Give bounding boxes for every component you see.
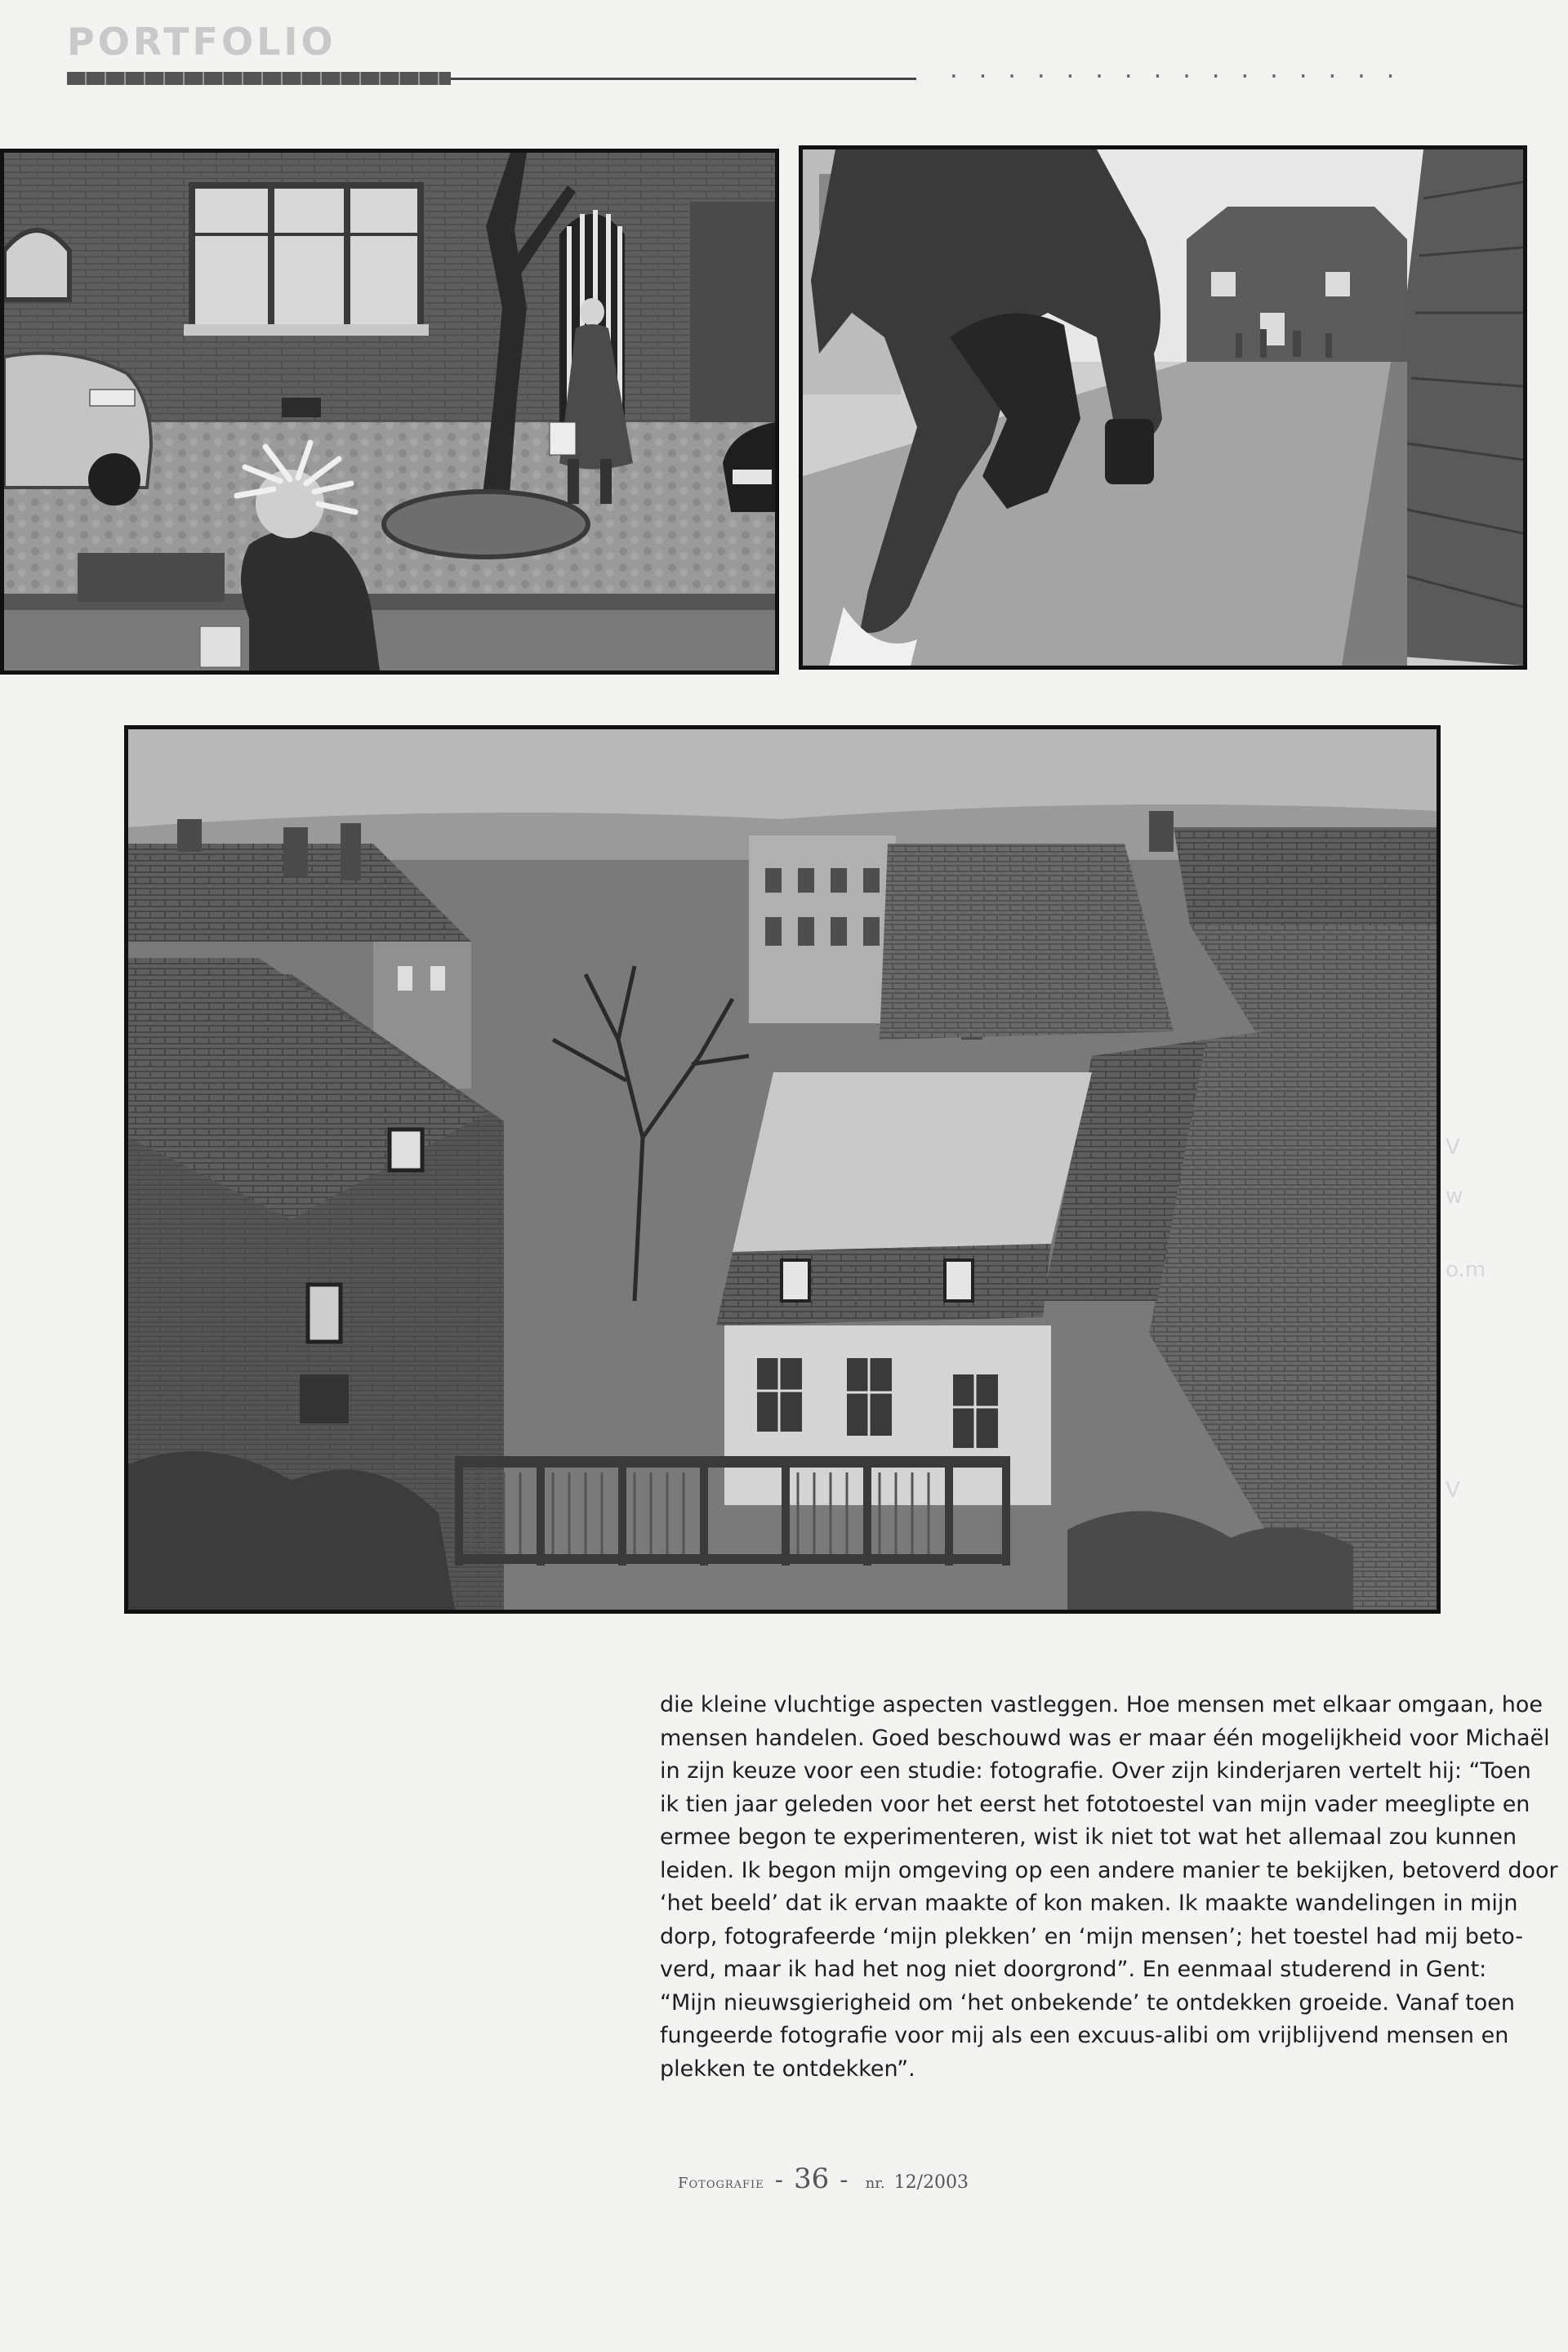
issue-number: 12/2003 (893, 2172, 969, 2193)
street-scene-image (0, 149, 779, 675)
page-number: 36 (794, 2163, 830, 2195)
footer-separator: - (840, 2166, 849, 2194)
header-dot-leader: ................ (947, 59, 1414, 83)
body-line: plekken te ontdekken”. (660, 2056, 915, 2082)
header-rule (451, 78, 916, 80)
body-line: die kleine vluchtige aspecten vastleggen. Hoe mensen met elkaar omgaan, hoe (660, 1692, 1544, 1717)
article-body (660, 1689, 1558, 2086)
body-line: “Mijn nieuwsgierigheid om ‘het onbekende’ te ontdekken groeide. Vanaf toen (660, 1989, 1516, 2016)
body-line: fungeerde fotografie voor mij als een excuus-alibi om vrijblijvend mensen en (660, 2023, 1509, 2048)
village-rooftops-image (124, 725, 1441, 1614)
magazine-name: Fotografie (678, 2175, 764, 2192)
section-title-bar (67, 72, 451, 85)
body-line: mensen handelen. Goed beschouwd was er maar één mogelijkheid voor Michaël (660, 1725, 1550, 1751)
body-line: in zijn keuze voor een studie: fotografie. Over zijn kinderjaren vertelt hij: “Toen (660, 1758, 1531, 1784)
section-title: PORTFOLIO (67, 20, 336, 64)
body-line: ermee begon te experimenteren, wist ik niet tot wat het allemaal zou kunnen (660, 1824, 1517, 1850)
footer-separator: - (774, 2166, 783, 2194)
show-through-text: V w o.m V (1446, 1135, 1486, 1503)
body-line: verd, maar ik had het nog niet doorgrond”. En eenmaal studerend in Gent: (660, 1957, 1487, 1982)
body-line: leiden. Ik begon mijn omgeving op een andere manier te bekijken, betoverd door (660, 1857, 1558, 1883)
page-footer (678, 2163, 969, 2195)
running-man-image (799, 145, 1527, 670)
body-line: dorp, fotografeerde ‘mijn plekken’ en ‘mijn mensen’; het toestel had mij beto- (660, 1923, 1523, 1949)
body-line: ik tien jaar geleden voor het eerst het fototoestel van mijn vader meeglipte en (660, 1791, 1530, 1817)
body-line: ‘het beeld’ dat ik ervan maakte of kon maken. Ik maakte wandelingen in mijn (660, 1891, 1518, 1916)
issue-label: nr. (865, 2175, 885, 2192)
